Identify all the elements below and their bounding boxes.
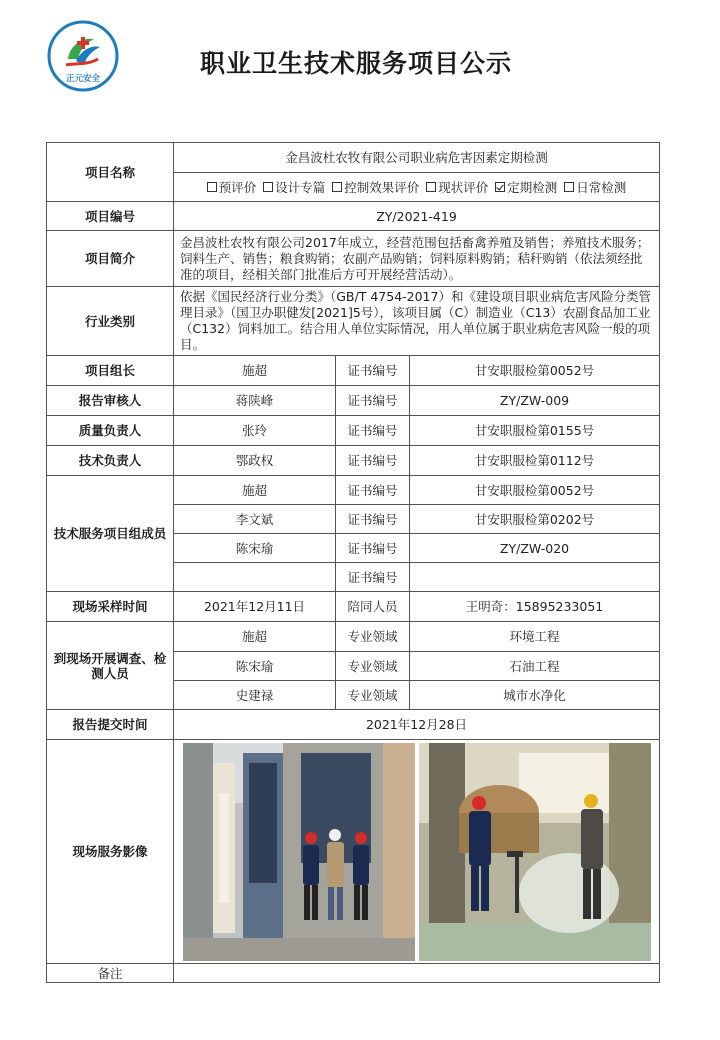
tech-cert: 甘安职服检第0112号 [410, 446, 660, 476]
project-no-label: 项目编号 [47, 202, 174, 231]
cert-label: 证书编号 [336, 476, 410, 505]
submit-label: 报告提交时间 [47, 710, 174, 740]
member-cert: 甘安职服检第0052号 [410, 476, 660, 505]
project-type-label: 设计专篇 [275, 179, 326, 195]
project-type-label: 现状评价 [438, 179, 489, 195]
site-photo-workshop [419, 743, 651, 961]
industry-label: 行业类别 [47, 287, 174, 356]
project-type-option [263, 180, 325, 195]
reviewer-cert: ZY/ZW-009 [410, 386, 660, 416]
table-row [47, 622, 660, 652]
photos-label: 现场服务影像 [47, 740, 174, 964]
project-type-option [426, 180, 488, 195]
cert-label: 证书编号 [336, 534, 410, 563]
page-title: 职业卫生技术服务项目公示 [200, 49, 513, 78]
table-row [47, 476, 660, 505]
checkbox-icon [263, 182, 273, 192]
cert-label: 证书编号 [336, 563, 410, 592]
quality-name: 张玲 [174, 416, 336, 446]
checkbox-icon [207, 182, 217, 192]
project-type-options [174, 173, 660, 202]
table-row [47, 287, 660, 356]
members-label: 技术服务项目组成员 [47, 476, 174, 592]
tech-name: 鄂政权 [174, 446, 336, 476]
tech-label: 技术负责人 [47, 446, 174, 476]
page-header [0, 0, 720, 120]
project-type-option [564, 180, 626, 195]
leader-label: 项目组长 [47, 356, 174, 386]
member-cert: ZY/ZW-020 [410, 534, 660, 563]
intro-value: 金昌波杜农牧有限公司2017年成立，经营范围包括畜禽养殖及销售；养殖技术服务；饲料生产、销售；粮食购销；农副产品购销；饲料原料购销；秸秆购销（依法须经批准的项目，经相关部门批准后方可开展经营活动）。 [174, 231, 660, 287]
leader-name: 施超 [174, 356, 336, 386]
member-name: 李文斌 [174, 505, 336, 534]
leader-cert: 甘安职服检第0052号 [410, 356, 660, 386]
company-logo [46, 19, 120, 93]
reviewer-name: 蒋陕峰 [174, 386, 336, 416]
quality-cert: 甘安职服检第0155号 [410, 416, 660, 446]
project-type-label: 控制效果评价 [344, 179, 420, 195]
cert-label: 证书编号 [336, 356, 410, 386]
checkbox-icon [426, 182, 436, 192]
table-row [47, 386, 660, 416]
cert-label: 证书编号 [336, 416, 410, 446]
surveyor-field: 石油工程 [410, 652, 660, 681]
sampling-label: 现场采样时间 [47, 592, 174, 622]
project-type-label: 预评价 [218, 179, 257, 195]
cert-label: 证书编号 [336, 386, 410, 416]
logo-text: 正元安全 [65, 74, 101, 84]
quality-label: 质量负责人 [47, 416, 174, 446]
checked-box-icon [495, 182, 505, 192]
table-row [47, 592, 660, 622]
site-photo-entrance [183, 743, 415, 961]
member-cert [410, 563, 660, 592]
surveyor-name: 施超 [174, 622, 336, 652]
intro-label: 项目简介 [47, 231, 174, 287]
project-no-value: ZY/2021-419 [174, 202, 660, 231]
project-type-option [332, 180, 419, 195]
surveyor-name: 史建禄 [174, 681, 336, 710]
table-row [47, 231, 660, 287]
table-row [47, 143, 660, 173]
member-name: 陈宋瑜 [174, 534, 336, 563]
submit-date: 2021年12月28日 [174, 710, 660, 740]
checkbox-icon [332, 182, 342, 192]
table-row [47, 202, 660, 231]
table-row [47, 740, 660, 964]
cert-label: 证书编号 [336, 446, 410, 476]
photos-cell [174, 740, 660, 964]
table-row [47, 446, 660, 476]
reviewer-label: 报告审核人 [47, 386, 174, 416]
sampling-date: 2021年12月11日 [174, 592, 336, 622]
survey-label: 到现场开展调查、检测人员 [47, 622, 174, 710]
project-type-label: 日常检测 [576, 179, 627, 195]
table-row [47, 356, 660, 386]
project-type-option [207, 180, 257, 195]
escort-label: 陪同人员 [336, 592, 410, 622]
field-label: 专业领域 [336, 652, 410, 681]
project-type-option [495, 180, 557, 195]
table-row [47, 964, 660, 983]
member-name [174, 563, 336, 592]
cert-label: 证书编号 [336, 505, 410, 534]
member-name: 施超 [174, 476, 336, 505]
project-name-label: 项目名称 [47, 143, 174, 202]
project-type-label: 定期检测 [507, 179, 558, 195]
checkbox-icon [564, 182, 574, 192]
escort-value: 王明奇：15895233051 [410, 592, 660, 622]
table-row [47, 416, 660, 446]
remarks-label: 备注 [47, 964, 174, 983]
industry-value: 依据《国民经济行业分类》（GB/T 4754-2017）和《建设项目职业病危害风险分类管理目录》（国卫办职健发[2021]5号），该项目属（C）制造业（C13）农副食品加工业（C132）饲料加工。结合用人单位实际情况，用人单位属于职业病危害风险一般的项目。 [174, 287, 660, 356]
table-row [47, 710, 660, 740]
surveyor-field: 环境工程 [410, 622, 660, 652]
surveyor-field: 城市水净化 [410, 681, 660, 710]
surveyor-name: 陈宋瑜 [174, 652, 336, 681]
field-label: 专业领域 [336, 622, 410, 652]
project-info-table [46, 142, 660, 983]
remarks-value [174, 964, 660, 983]
member-cert: 甘安职服检第0202号 [410, 505, 660, 534]
project-name-value: 金昌波杜农牧有限公司职业病危害因素定期检测 [174, 143, 660, 173]
field-label: 专业领域 [336, 681, 410, 710]
